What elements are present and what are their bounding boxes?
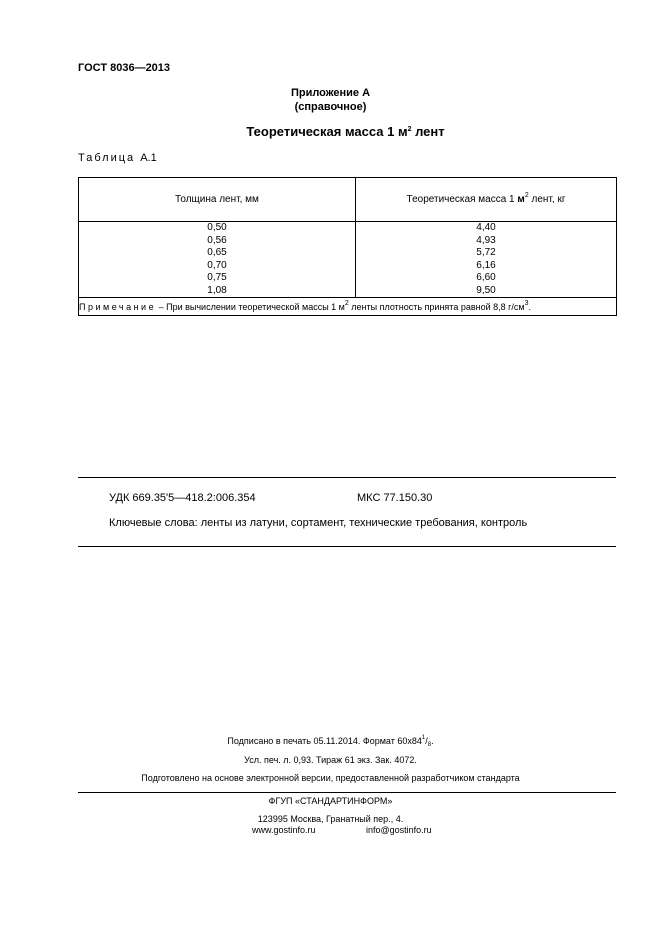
- divider-top: [78, 477, 616, 478]
- udk-code: УДК 669.35'5—418.2:006.354: [109, 492, 256, 504]
- col-header-mass-sup: 2: [524, 192, 529, 199]
- mass-value: 6,16: [476, 259, 496, 271]
- table-label: [78, 152, 157, 164]
- table-label-number: А.1: [140, 152, 157, 164]
- note-sup-1: 2: [344, 299, 349, 307]
- signed-sub: 8: [427, 742, 432, 748]
- section-title-text: Теоретическая масса 1 м: [246, 124, 408, 139]
- mass-value: 6,60: [476, 272, 496, 283]
- thickness-value: 0,65: [207, 247, 227, 258]
- divider-bottom: [78, 546, 616, 547]
- thickness-value: 1,08: [207, 284, 227, 296]
- mass-value: 4,40: [476, 222, 496, 233]
- col-header-mass: [356, 178, 617, 222]
- col-header-thickness: Толщина лент, мм: [79, 178, 356, 222]
- table-header-row: [79, 178, 617, 222]
- mass-value: 4,93: [476, 234, 496, 246]
- note-end: .: [528, 301, 532, 312]
- signed-slash: /: [425, 736, 428, 746]
- signed-end: .: [431, 736, 434, 746]
- signed-info: [0, 736, 661, 746]
- mass-value: 9,50: [476, 284, 496, 296]
- table-note-row: [79, 298, 617, 316]
- thickness-value: 0,50: [207, 222, 227, 233]
- note-text-2: ленты плотность принята равной 8,8 г/см: [348, 301, 525, 312]
- publisher-website[interactable]: www.gostinfo.ru: [252, 825, 316, 835]
- publisher: ФГУП «СТАНДАРТИНФОРМ»: [268, 796, 393, 806]
- appendix-subtitle: (справочное): [294, 101, 367, 113]
- publisher-address: 123995 Москва, Гранатный пер., 4.: [257, 814, 404, 824]
- thickness-value: 0,75: [207, 272, 227, 283]
- signed-text: Подписано в печать 05.11.2014. Формат 60х84: [227, 736, 422, 746]
- thickness-value: 0,70: [207, 259, 227, 271]
- note-sup-2: 3: [524, 299, 529, 307]
- table-label-prefix: Таблица: [78, 152, 136, 164]
- col-header-mass-suffix: лент, кг: [528, 194, 566, 205]
- standard-code: ГОСТ 8036—2013: [78, 62, 171, 74]
- note-prefix: Примечание: [79, 301, 157, 312]
- print-info: Усл. печ. л. 0,93. Тираж 61 экз. Зак. 4072.: [244, 755, 417, 765]
- thickness-value: 0,56: [207, 234, 227, 246]
- mass-table: [78, 177, 617, 316]
- section-title: [0, 124, 661, 139]
- note-text: – При вычислении теоретической массы 1 м: [156, 301, 345, 312]
- keywords: Ключевые слова: ленты из латуни, сортамент, технические требования, контроль: [109, 517, 528, 529]
- mks-code: МКС 77.150.30: [357, 492, 433, 504]
- col-header-mass-text: Теоретическая масса 1: [406, 194, 518, 205]
- table-values-row: [79, 222, 617, 298]
- section-title-sup: 2: [407, 126, 412, 133]
- appendix-heading: [0, 86, 661, 114]
- publisher-email[interactable]: info@gostinfo.ru: [366, 825, 432, 835]
- imprint-divider: [78, 792, 616, 793]
- section-title-suffix: лент: [411, 124, 445, 139]
- thickness-values: [79, 222, 356, 298]
- col-header-mass-unit: м: [517, 194, 525, 205]
- table-note: [79, 298, 617, 316]
- signed-sup: 1: [421, 735, 426, 741]
- mass-value: 5,72: [476, 247, 496, 258]
- prepared-note: Подготовлено на основе электронной версии, предоставленной разработчиком стандарта: [141, 773, 520, 783]
- mass-values: [356, 222, 617, 298]
- appendix-title: Приложение А: [290, 87, 371, 99]
